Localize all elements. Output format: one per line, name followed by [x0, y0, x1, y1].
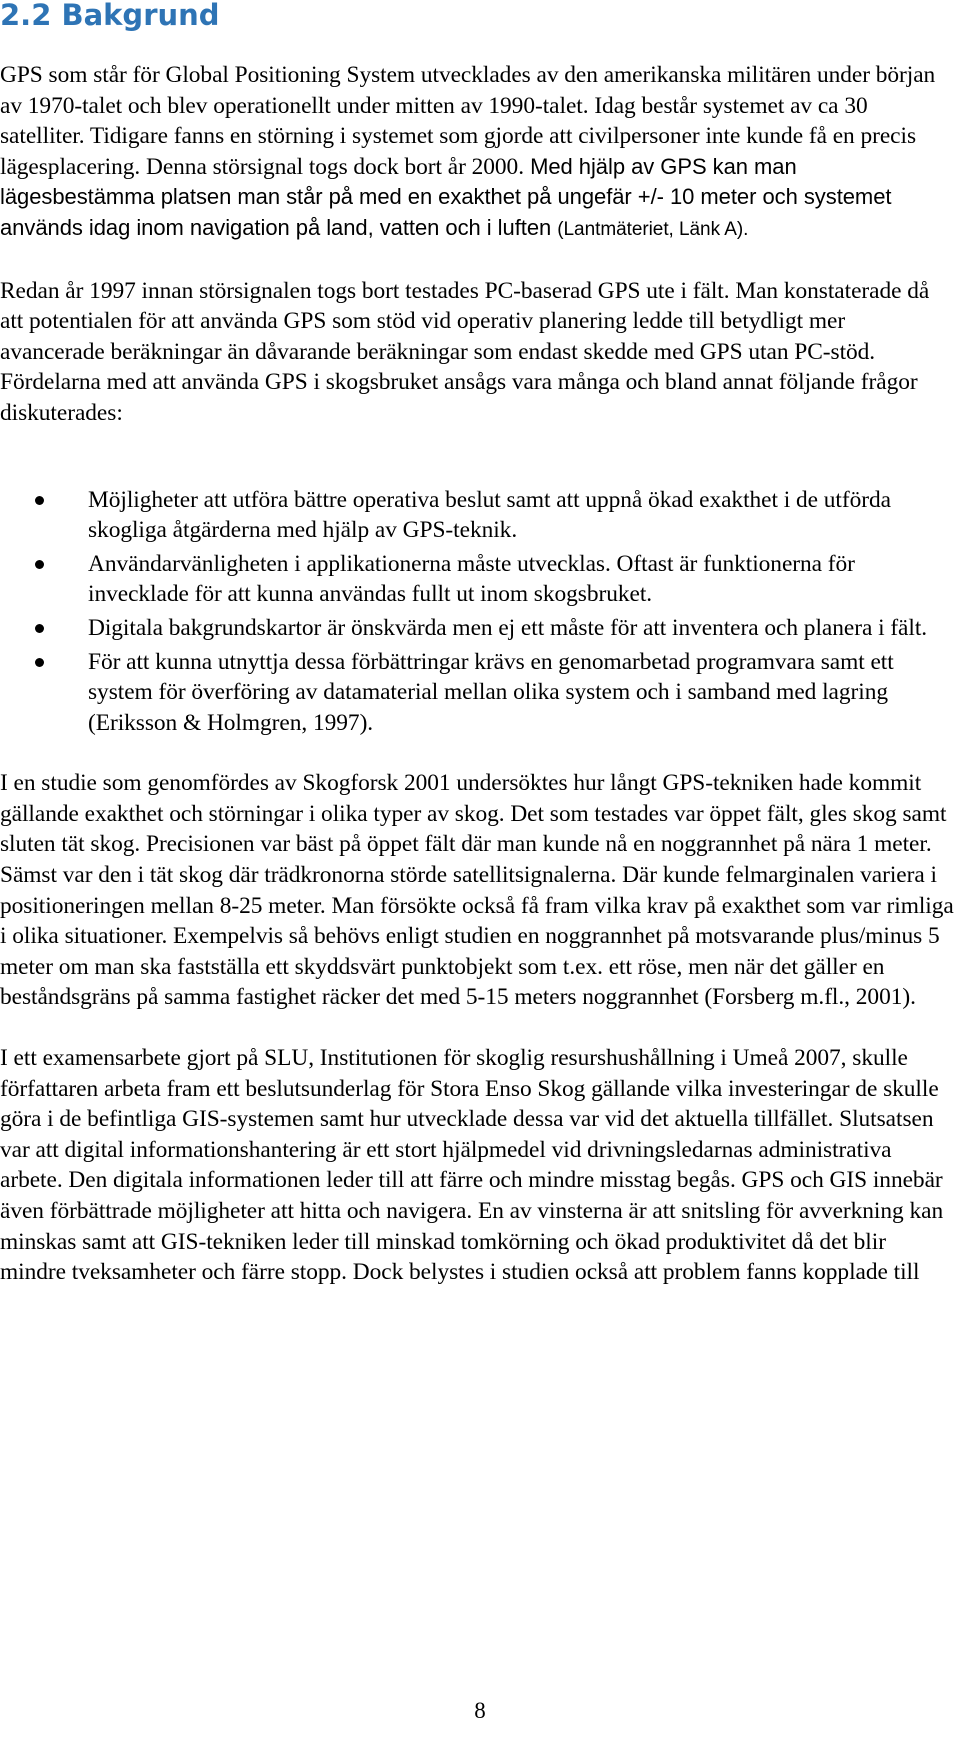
list-item-text: Användarvänligheten i applikationerna måste utvecklas. Oftast är funktionerna för invecklade för att kunna användas fullt ut inom skogsbruket. — [88, 550, 855, 608]
body-text — [0, 60, 955, 1288]
section-heading: 2.2 Bakgrund — [0, 0, 220, 32]
paragraph-gps-intro-part2: Med hjälp av GPS kan man lägesbestämma platsen man står på med en exakthet på ungefär +/- 10 meter och systemet används idag inom navigation på land, vatten och i luften — [0, 153, 892, 240]
citation-lantmateriet: (Lantmäteriet, Länk A). — [557, 218, 749, 240]
list-item — [0, 613, 955, 644]
bullet-icon — [35, 658, 44, 667]
list-item — [0, 647, 955, 739]
bullet-list — [0, 485, 955, 739]
bullet-icon — [35, 496, 44, 505]
bullet-icon — [35, 624, 44, 633]
list-item-text: För att kunna utnyttja dessa förbättringar krävs en genomarbetad programvara samt ett system för överföring av datamaterial mellan olika system och i samband med lagring (Eriksson & Holmgren, 1997). — [88, 648, 894, 736]
list-item — [0, 485, 955, 546]
paragraph-slu-thesis: I ett examensarbete gjort på SLU, Institutionen för skoglig resurshushållning i Umeå 2007, skulle författaren arbeta fram ett beslutsunderlag för Stora Enso Skog gällande vilka investeringar de skulle göra i de befintliga GIS-systemen samt hur utvecklade dessa var vid det aktuella tillfället. Slutsatsen var att digital informationshantering är ett stort hjälpmedel vid drivningsledarnas administrativa arbete. Den digitala informationen leder till att färre och mindre misstag begås. GPS och GIS innebär även förbättrade möjligheter att hitta och navigera. En av vinsterna är att snitsling för avverkning kan minskas samt att GIS-tekniken leder till minskad tomkörning och ökad produktivitet då det blir mindre tveksamheter och färre stopp. Dock belystes i studien också att problem fanns kopplade till — [0, 1045, 944, 1286]
paragraph-pc-gps: Redan år 1997 innan störsignalen togs bort testades PC-baserad GPS ute i fält. Man konstaterade då att potentialen för att använda GPS som stöd vid operativ planering ledde till betydligt mer avancerade beräkningar än dåvarande beräkningar som endast skedde med GPS utan PC-stöd. Fördelarna med att använda GPS i skogsbruket ansågs vara många och bland annat följande frågor diskuterades: — [0, 277, 930, 426]
list-item-text: Digitala bakgrundskartor är önskvärda men ej ett måste för att inventera och planera i fält. — [88, 614, 928, 641]
paragraph-gps-intro-part1: GPS som står för Global Positioning System utvecklades av den amerikanska militären under början av 1970-talet och blev operationellt under mitten av 1990-talet. Idag består systemet av ca 30 satelliter. Tidigare fanns en störning i systemet som gjorde att civilpersoner inte kunde få en precis lägesplacering. Denna störsignal togs dock bort år 2000. — [0, 62, 936, 180]
page-number: 8 — [474, 1698, 486, 1723]
list-item-text: Möjligheter att utföra bättre operativa beslut samt att uppnå ökad exakthet i de utförda skogliga åtgärderna med hjälp av GPS-teknik. — [88, 486, 891, 544]
paragraph-gps-intro — [0, 60, 955, 246]
bullet-icon — [35, 560, 44, 569]
paragraph-skogforsk-study: I en studie som genomfördes av Skogforsk 2001 undersöktes hur långt GPS-tekniken hade kommit gällande exakthet och störningar i olika typer av skog. Det som testades var öppet fält, gles skog samt sluten tät skog. Precisionen var bäst på öppet fält där man kunde nå en noggrannhet på nära 1 meter. Sämst var den i tät skog där trädkronorna störde satellitsignalerna. Där kunde felmarginalen variera i positioneringen mellan 8-25 meter. Man försökte också få fram vilka krav på exakthet som var rimliga i olika situationer. Exempelvis så behövs enligt studien en noggrannhet på motsvarande plus/minus 5 meter om man ska fastställa ett skyddsvärt punktobjekt som t.ex. ett röse, men när det gäller en beståndsgräns på samma fastighet räcker det med 5-15 meters noggrannhet (Forsberg m.fl., 2001). — [0, 770, 954, 1011]
list-item — [0, 549, 955, 610]
